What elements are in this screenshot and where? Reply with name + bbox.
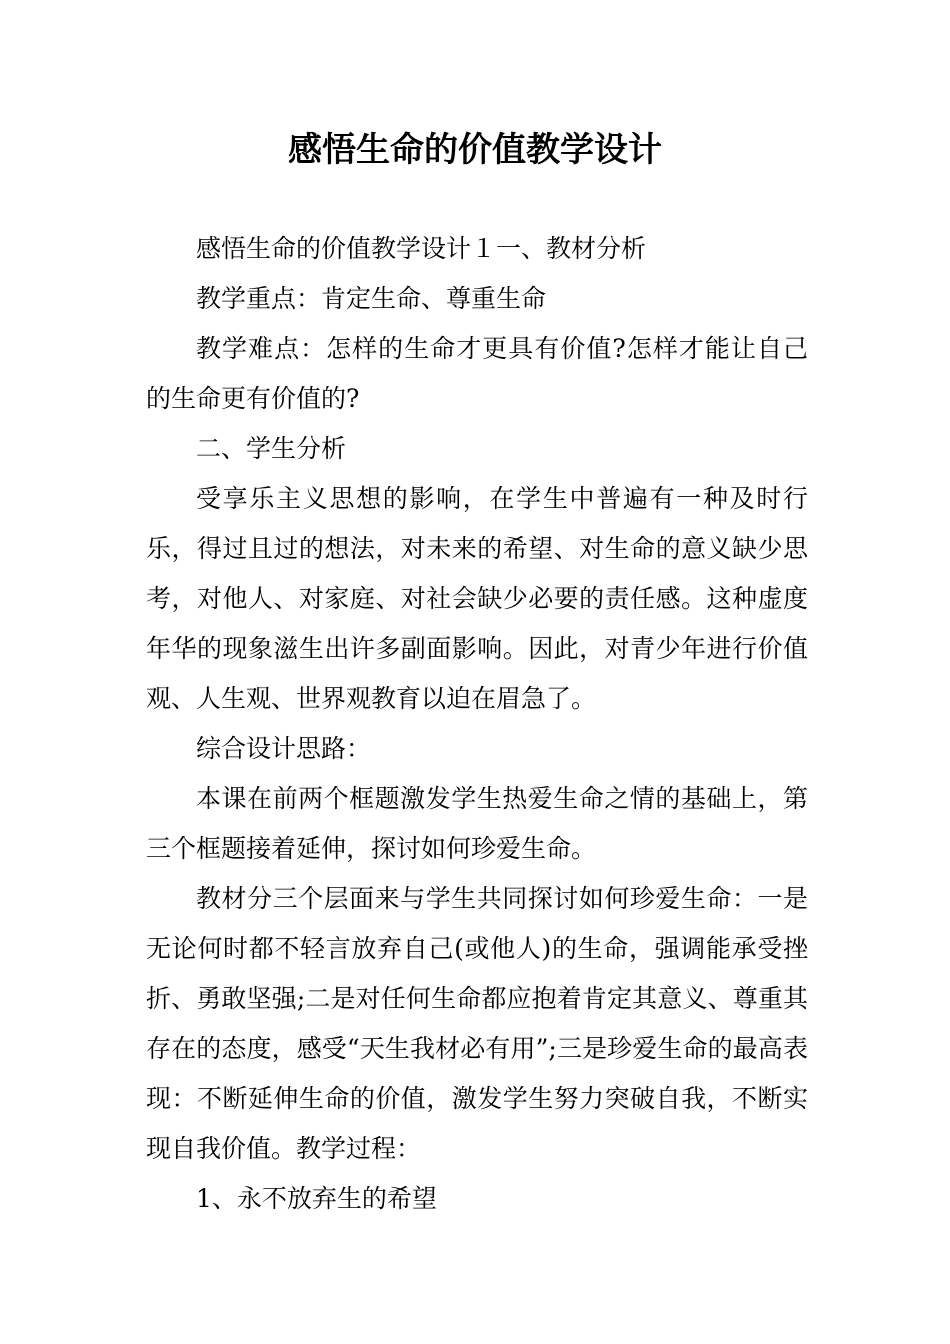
paragraph: 教材分三个层面来与学生共同探讨如何珍爱生命：一是无论何时都不轻言放弃自己(或他人)的生命，强调能承受挫折、勇敢坚强;二是对任何生命都应抱着肯定其意义、尊重其存在的态度，感受“天生我材必有用”;三是珍爱生命的最高表现：不断延伸生命的价值，激发学生努力突破自我，不断实现自我价值。教学过程： bbox=[146, 884, 808, 1163]
paragraph: 感悟生命的价值教学设计１一、教材分析 bbox=[196, 234, 647, 263]
paragraph: 受享乐主义思想的影响，在学生中普遍有一种及时行乐，得过且过的想法，对未来的希望、对生命的意义缺少思考，对他人、对家庭、对社会缺少必要的责任感。这种虚度年华的现象滋生出许多副面影响。因此，对青少年进行价值观、人生观、世界观教育以迫在眉急了。 bbox=[146, 484, 808, 713]
document-body bbox=[146, 224, 808, 1224]
paragraph: 本课在前两个框题激发学生热爱生命之情的基础上，第三个框题接着延伸，探讨如何珍爱生命。 bbox=[146, 784, 808, 863]
document-title: 感悟生命的价值教学设计 bbox=[288, 130, 662, 170]
paragraph: 教学难点：怎样的生命才更具有价值?怎样才能让自己的生命更有价值的? bbox=[146, 334, 808, 413]
paragraph: 教学重点：肯定生命、尊重生命 bbox=[196, 284, 547, 313]
paragraph: 1、永不放弃生的希望 bbox=[196, 1184, 437, 1213]
paragraph: 综合设计思路： bbox=[196, 734, 372, 763]
paragraph: 二、学生分析 bbox=[196, 434, 347, 463]
